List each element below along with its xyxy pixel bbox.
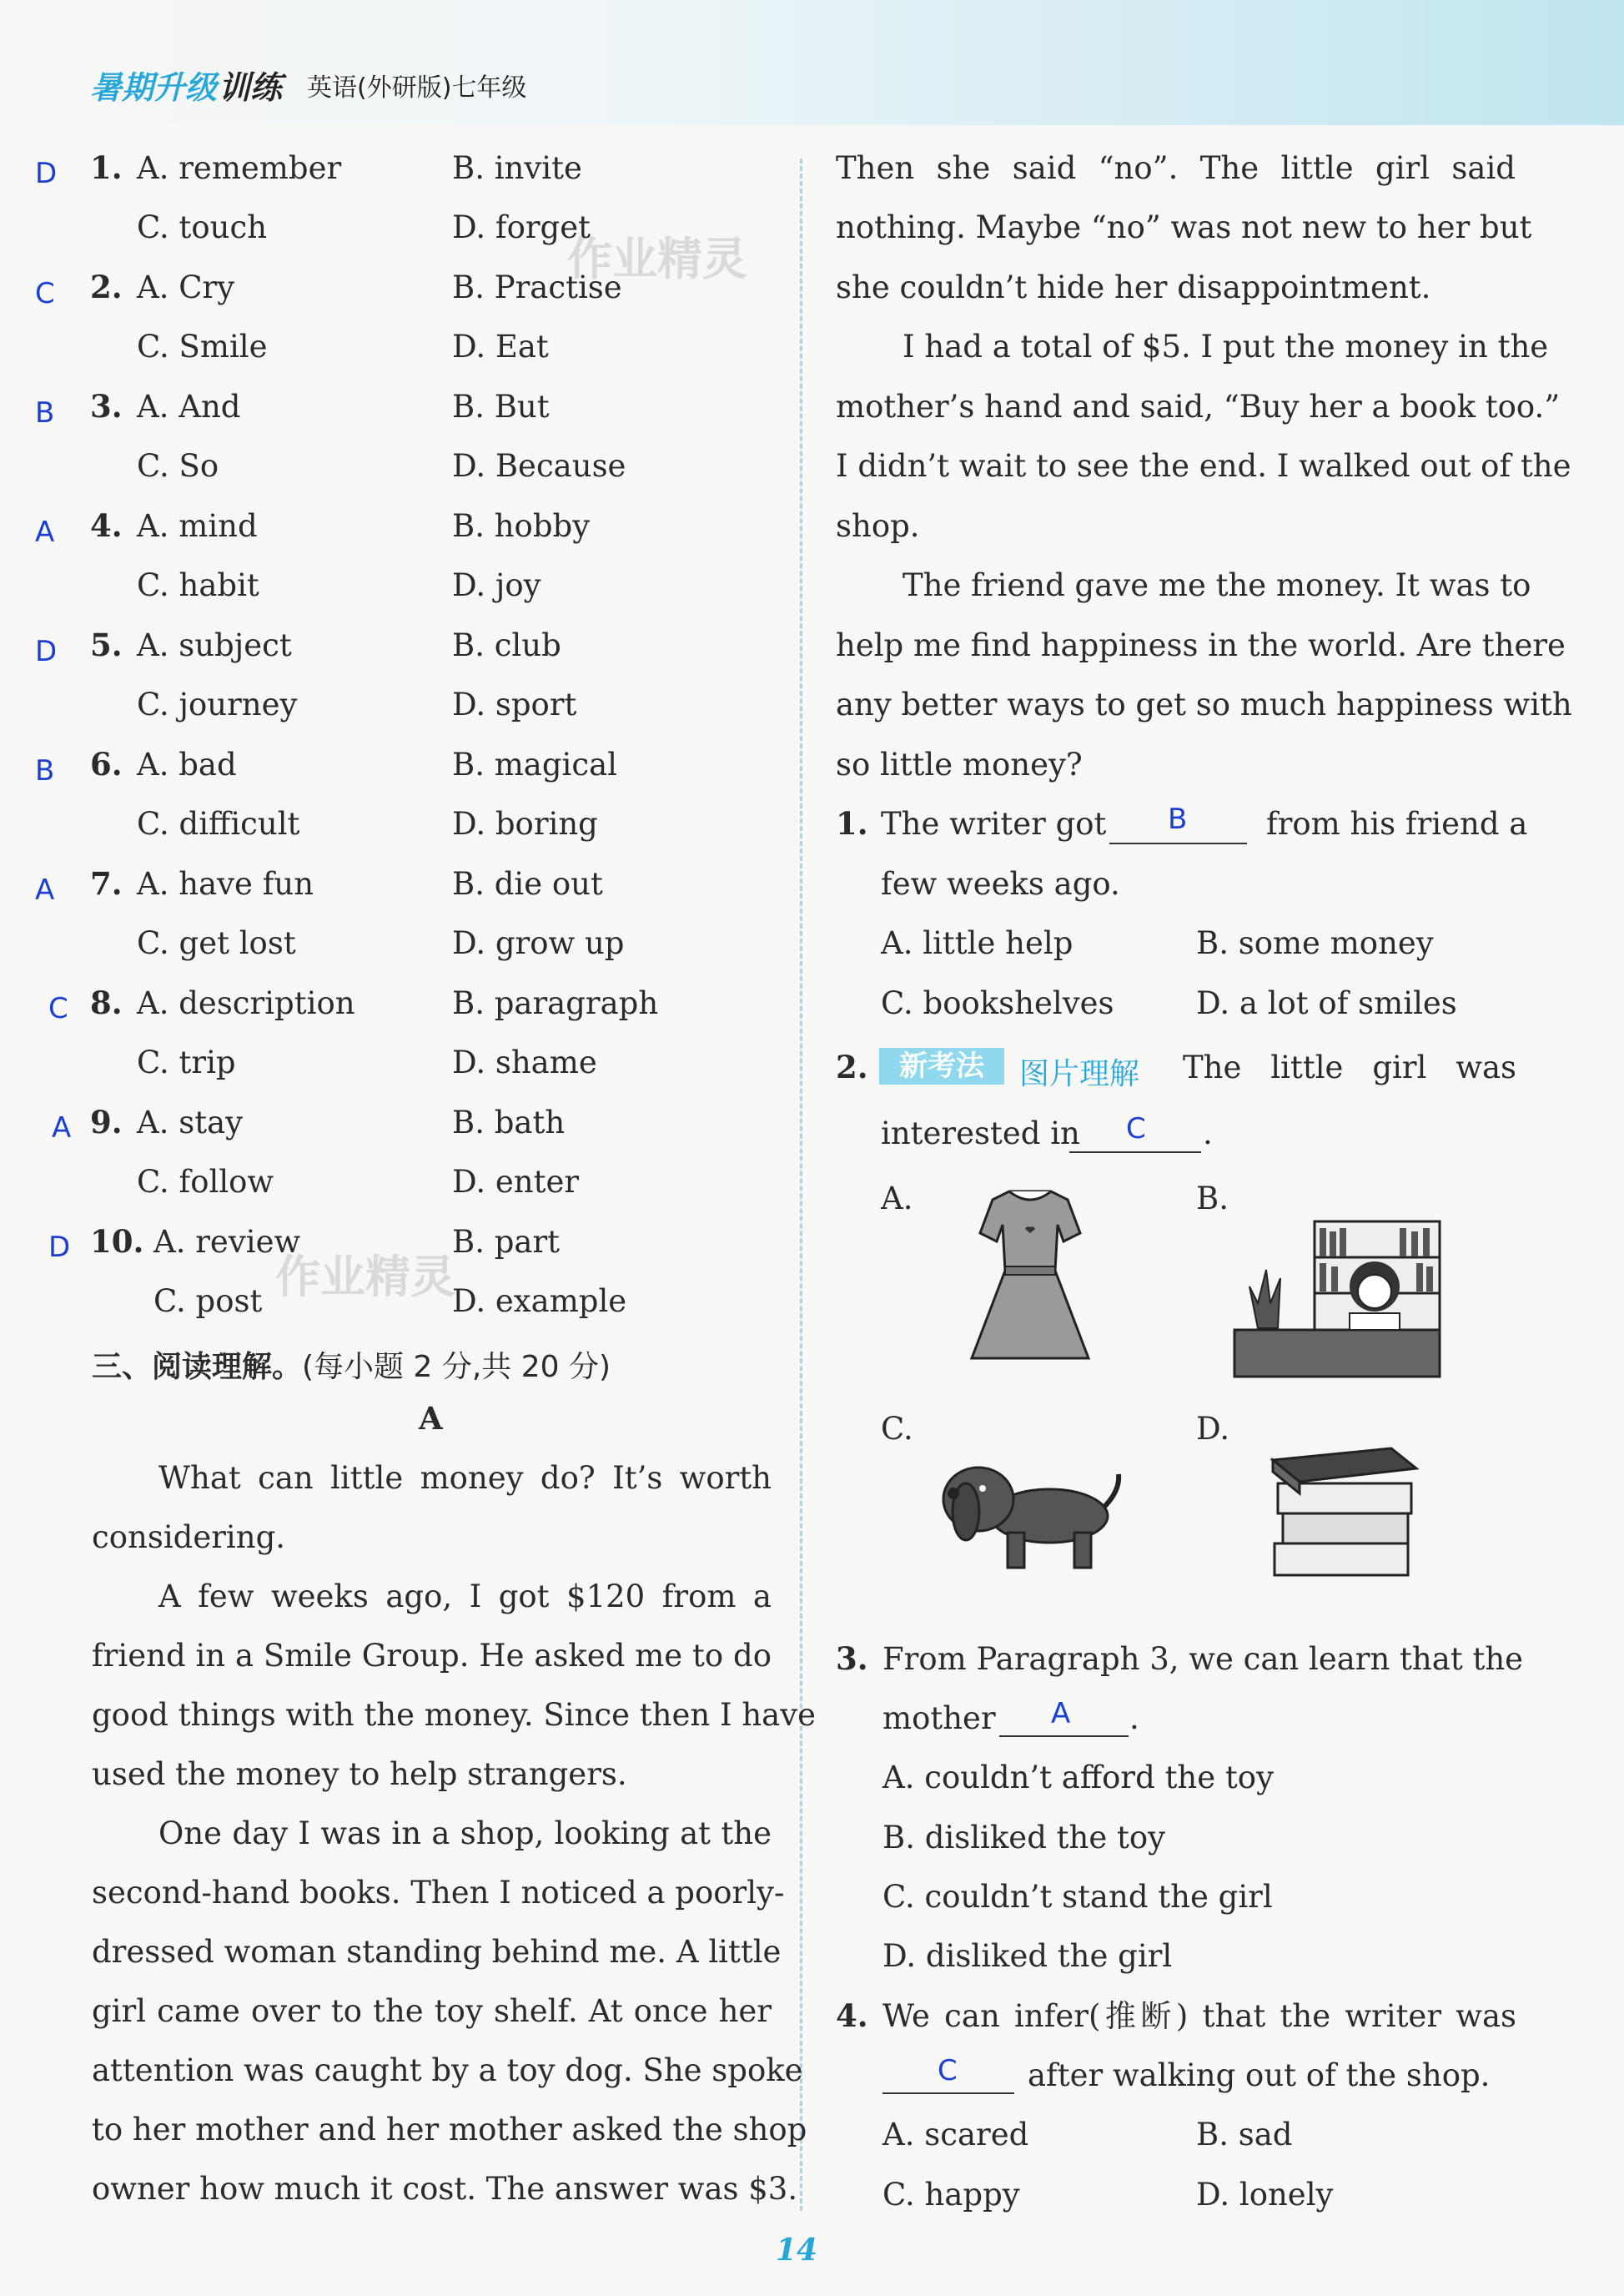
- question-text: The little girl was: [1183, 1050, 1516, 1085]
- option-c: C. habit: [137, 567, 259, 603]
- question-number: 4.: [90, 507, 123, 544]
- option-d: D. forget: [452, 209, 591, 245]
- question-number: 7.: [90, 865, 123, 902]
- question-text: interested in: [881, 1115, 1080, 1151]
- answer-mark: A: [35, 874, 55, 907]
- option-a: A. mind: [137, 508, 258, 544]
- option-b: B. die out: [452, 866, 603, 902]
- answer-mark: B: [1168, 803, 1188, 836]
- answer-mark: C: [35, 277, 55, 310]
- question-number: 9.: [90, 1104, 123, 1140]
- option-b: B. invite: [452, 150, 582, 186]
- option-b: B. sad: [1196, 2117, 1293, 2152]
- section-points: (每小题 2 分,共 20 分): [302, 1350, 611, 1384]
- question-number: 10.: [90, 1223, 144, 1260]
- answer-mark: A: [1051, 1697, 1071, 1730]
- answer-blank: [999, 1735, 1129, 1737]
- option-d: D. a lot of smiles: [1196, 985, 1457, 1021]
- passage-line: she couldn’t hide her disappointment.: [836, 269, 1431, 305]
- option-b: B. But: [452, 389, 550, 425]
- option-b: B.: [1196, 1181, 1229, 1216]
- series-logo: 暑期升级: [90, 69, 218, 106]
- passage-line: nothing. Maybe “no” was not new to her but: [836, 209, 1532, 245]
- option-a: A. remember: [137, 150, 342, 186]
- reading-girl-picture: [1233, 1220, 1441, 1378]
- answer-mark: C: [48, 992, 68, 1025]
- option-d: D. grow up: [452, 925, 625, 961]
- question-text: after walking out of the shop.: [1028, 2057, 1491, 2093]
- answer-blank: [1109, 843, 1247, 844]
- option-c: C. touch: [137, 209, 268, 245]
- option-b: B. disliked the toy: [882, 1820, 1166, 1855]
- passage-line: second-hand books. Then I noticed a poorly-: [92, 1875, 785, 1911]
- question-number: 1.: [836, 805, 868, 842]
- option-b: B. bath: [452, 1105, 566, 1140]
- watermark: 作业精灵: [567, 233, 747, 285]
- passage-line: One day I was in a shop, looking at the: [158, 1815, 772, 1851]
- option-d: D. shame: [452, 1045, 597, 1080]
- answer-mark: D: [35, 635, 58, 668]
- passage-line: good things with the money. Since then I have: [92, 1697, 817, 1733]
- answer-mark: C: [938, 2054, 958, 2087]
- column-divider: [800, 159, 802, 2211]
- answer-mark: C: [1126, 1112, 1146, 1145]
- question-text: mother: [882, 1700, 996, 1736]
- option-c: C. follow: [137, 1164, 274, 1200]
- option-c: C. difficult: [137, 806, 300, 842]
- picture-tag: 图片理解: [1019, 1057, 1140, 1091]
- answer-blank: [1069, 1151, 1201, 1153]
- passage-line: used the money to help strangers.: [92, 1756, 627, 1792]
- subject-label: 英语(外研版)七年级: [307, 73, 527, 103]
- passage-line: considering.: [92, 1519, 286, 1555]
- passage-line: The friend gave me the money. It was to: [903, 567, 1531, 603]
- section-title: 三、阅读理解。: [92, 1350, 303, 1384]
- question-number: 6.: [90, 746, 123, 783]
- question-number: 4.: [836, 1997, 868, 2034]
- passage-label: A: [419, 1400, 443, 1437]
- passage-line: I didn’t wait to see the end. I walked out of the: [836, 448, 1571, 484]
- page-number: 14: [776, 2233, 818, 2268]
- question-number: 5.: [90, 627, 123, 663]
- passage-line: mother’s hand and said, “Buy her a book too.”: [836, 389, 1561, 425]
- option-d: D. example: [452, 1283, 627, 1319]
- option-b: B. paragraph: [452, 985, 659, 1021]
- section-heading: [92, 1343, 611, 1386]
- option-a: A. scared: [882, 2117, 1029, 2152]
- option-a: A. little help: [881, 925, 1073, 961]
- option-d: D.: [1196, 1411, 1230, 1447]
- option-a: A. stay: [137, 1105, 244, 1140]
- question-number: 8.: [90, 984, 123, 1021]
- question-number: 3.: [90, 388, 123, 425]
- passage-line: dressed woman standing behind me. A little: [92, 1934, 782, 1970]
- option-c: C. post: [153, 1283, 263, 1319]
- answer-mark: B: [35, 396, 55, 430]
- option-d: D. lonely: [1196, 2177, 1334, 2213]
- passage-line: I had a total of $5. I put the money in the: [903, 329, 1549, 365]
- passage-line: What can little money do? It’s worth: [158, 1460, 772, 1496]
- option-d: D. disliked the girl: [882, 1938, 1173, 1974]
- option-a: A. have fun: [137, 866, 314, 902]
- toy-dog-picture: [933, 1453, 1124, 1578]
- option-a: A. subject: [137, 627, 292, 663]
- option-b: B. magical: [452, 747, 617, 783]
- question-text: We can infer(推断) that the writer was: [882, 1998, 1516, 2034]
- option-c: C. bookshelves: [881, 985, 1114, 1021]
- question-number: 2.: [90, 269, 123, 305]
- option-c: C. So: [137, 448, 219, 484]
- passage-line: A few weeks ago, I got $120 from a: [158, 1578, 772, 1614]
- answer-mark: A: [35, 516, 55, 549]
- question-number: 1.: [90, 149, 123, 186]
- passage-line: help me find happiness in the world. Are there: [836, 627, 1566, 663]
- passage-line: attention was caught by a toy dog. She spoke: [92, 2052, 803, 2088]
- period: .: [1203, 1115, 1213, 1151]
- passage-line: so little money?: [836, 747, 1083, 783]
- option-b: B. some money: [1196, 925, 1434, 961]
- series-sub: 训练: [219, 69, 283, 106]
- option-c: C. journey: [137, 687, 298, 723]
- option-a: A. And: [137, 389, 241, 425]
- passage-line: shop.: [836, 508, 920, 544]
- passage-line: friend in a Smile Group. He asked me to do: [92, 1638, 772, 1674]
- option-d: D. sport: [452, 687, 577, 723]
- option-d: D. Eat: [452, 329, 549, 365]
- dress-picture: [959, 1183, 1101, 1375]
- answer-mark: D: [48, 1231, 71, 1264]
- answer-mark: D: [35, 157, 58, 190]
- option-d: D. joy: [452, 567, 541, 603]
- option-c: C. trip: [137, 1045, 236, 1080]
- question-text: From Paragraph 3, we can learn that the: [882, 1641, 1524, 1677]
- option-c: C. get lost: [137, 925, 296, 961]
- passage-line: to her mother and her mother asked the shop: [92, 2112, 807, 2147]
- question-text: from his friend a: [1266, 806, 1528, 842]
- option-d: D. Because: [452, 448, 626, 484]
- passage-line: owner how much it cost. The answer was $3.: [92, 2171, 798, 2207]
- option-a: A. Cry: [137, 269, 235, 305]
- books-picture: [1266, 1443, 1425, 1585]
- new-method-tag: 新考法: [879, 1048, 1004, 1085]
- option-d: D. enter: [452, 1164, 580, 1200]
- option-c: C. couldn’t stand the girl: [882, 1879, 1273, 1915]
- option-a: A.: [881, 1181, 913, 1216]
- option-b: B. Practise: [452, 269, 622, 305]
- question-text: few weeks ago.: [881, 866, 1120, 902]
- answer-mark: B: [35, 754, 55, 788]
- passage-line: any better ways to get so much happiness with: [836, 687, 1572, 723]
- option-c: C. Smile: [137, 329, 268, 365]
- passage-line: Then she said “no”. The little girl said: [836, 150, 1516, 186]
- question-text: The writer got: [881, 806, 1107, 842]
- option-b: B. hobby: [452, 508, 591, 544]
- period: .: [1129, 1700, 1139, 1736]
- option-c: C. happy: [882, 2177, 1020, 2213]
- answer-mark: A: [52, 1111, 72, 1145]
- question-number: 2.: [836, 1049, 868, 1085]
- answer-blank: [882, 2092, 1014, 2094]
- option-a: A. couldn’t afford the toy: [882, 1760, 1274, 1795]
- option-a: A. description: [137, 985, 355, 1021]
- option-b: B. part: [452, 1224, 561, 1260]
- option-a: A. bad: [137, 747, 237, 783]
- watermark: 作业精灵: [275, 1251, 455, 1303]
- option-d: D. boring: [452, 806, 598, 842]
- passage-line: girl came over to the toy shelf. At once her: [92, 1993, 772, 2029]
- option-b: B. club: [452, 627, 561, 663]
- question-number: 3.: [836, 1640, 868, 1677]
- option-a: A. review: [153, 1224, 301, 1260]
- option-c: C.: [881, 1411, 913, 1447]
